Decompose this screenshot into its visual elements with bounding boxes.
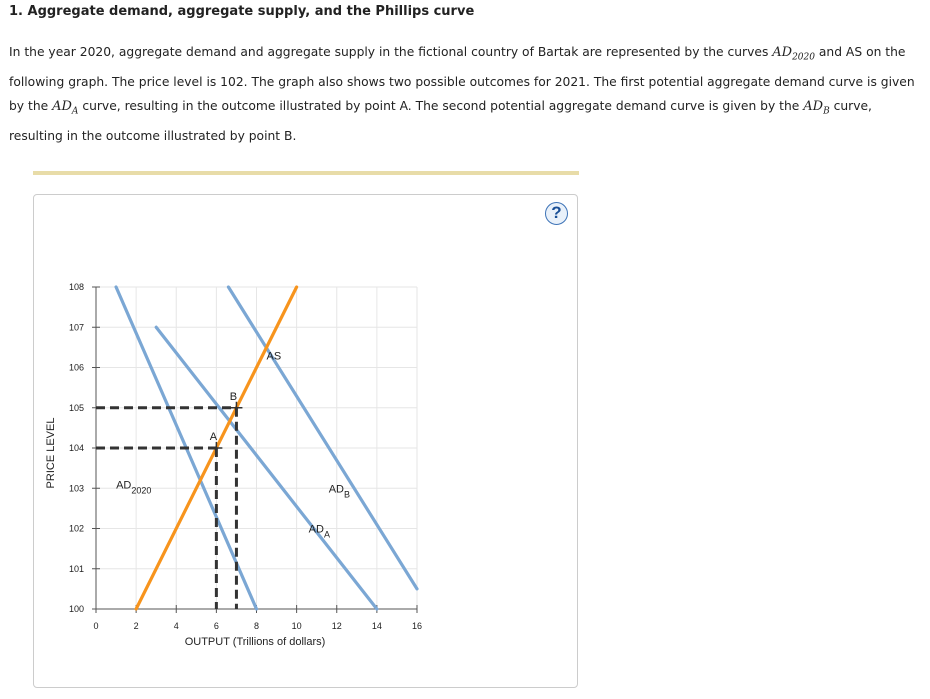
x-tick-label-2: 2 bbox=[133, 621, 139, 631]
curve-labels bbox=[116, 350, 350, 539]
y-tick-label-104: 104 bbox=[68, 443, 84, 453]
help-button[interactable]: ? bbox=[545, 202, 568, 225]
curve-ADA bbox=[156, 327, 377, 609]
curve-label-AS: AS bbox=[266, 350, 282, 363]
y-tick-label-107: 107 bbox=[68, 322, 84, 333]
y-tick-label-103: 103 bbox=[68, 483, 84, 494]
x-tick-label-8: 8 bbox=[253, 621, 260, 631]
point-label-B: B bbox=[229, 390, 238, 403]
intro-part-3: curve, resulting in the outcome illustrated by point A. The second potential aggregate demand curve is given by the bbox=[78, 99, 804, 114]
y-axis-label: PRICE LEVEL bbox=[45, 417, 57, 489]
intro-part-1: In the year 2020, aggregate demand and aggregate supply in the fictional country of Bartak are represented by the curves bbox=[9, 45, 773, 59]
intro-part-2: and AS on the following graph. The price level is 102. The graph also shows two possible outcomes for 2021. The first potential aggregate demand curve is given by the bbox=[9, 45, 915, 114]
curve-label-ADA: $AD_A$ bbox=[308, 523, 330, 540]
y-tick-label-105: 105 bbox=[68, 402, 84, 413]
y-tick-label-102: 102 bbox=[68, 523, 84, 534]
question-heading: 1. Aggregate demand, aggregate supply, and the Phillips curve bbox=[9, 4, 475, 19]
y-tick-label-106: 106 bbox=[68, 362, 84, 373]
x-axis-label: OUTPUT (Trillions of dollars) bbox=[184, 636, 326, 648]
y-tick-label-108: 108 bbox=[68, 282, 84, 292]
point-label-A: A bbox=[209, 431, 218, 443]
intro-part-4: curve, resulting in the outcome illustrated by point B. bbox=[9, 99, 872, 144]
y-tick-label-100: 100 bbox=[68, 604, 84, 614]
curve-label-AD2020: $AD_{2020}$ bbox=[116, 479, 152, 496]
x-tick-label-16: 16 bbox=[411, 621, 423, 631]
x-tick-label-10: 10 bbox=[291, 621, 302, 631]
ada-symbol: $AD_A$ bbox=[52, 99, 79, 117]
curve-label-ADB: $AD_B$ bbox=[328, 483, 351, 500]
y-tick-label-101: 101 bbox=[68, 563, 84, 574]
axes bbox=[69, 282, 422, 631]
x-tick-label-14: 14 bbox=[371, 621, 382, 631]
ad2020-symbol: $AD_{2020}$ bbox=[772, 45, 815, 63]
x-tick-label-4: 4 bbox=[173, 621, 179, 631]
x-tick-label-0: 0 bbox=[93, 621, 99, 631]
x-tick-label-6: 6 bbox=[213, 621, 219, 631]
adb-symbol: $AD_B$ bbox=[803, 99, 830, 117]
guide-lines bbox=[96, 402, 242, 609]
x-tick-label-12: 12 bbox=[331, 621, 342, 631]
